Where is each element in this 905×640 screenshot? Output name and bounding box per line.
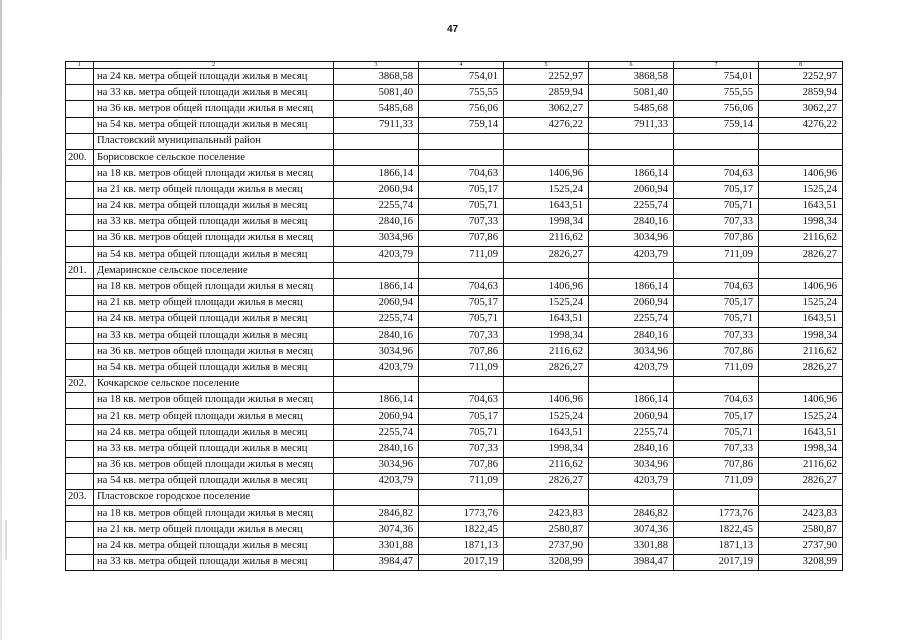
- value-cell: 705,71: [674, 425, 759, 441]
- value-cell: 1406,96: [504, 392, 589, 408]
- value-cell: 704,63: [674, 166, 759, 182]
- row-number: [66, 506, 94, 522]
- table-row: [66, 182, 843, 198]
- row-description: на 21 кв. метр общей площади жилья в месяц: [94, 182, 334, 198]
- row-description: на 24 кв. метра общей площади жилья в месяц: [94, 425, 334, 441]
- value-cell: 1406,96: [759, 392, 843, 408]
- value-cell: 1406,96: [504, 279, 589, 295]
- value-cell: 2255,74: [334, 311, 419, 327]
- value-cell: 1866,14: [334, 392, 419, 408]
- value-cell: 2252,97: [504, 69, 589, 85]
- row-number: [66, 214, 94, 230]
- row-number: [66, 425, 94, 441]
- value-cell: 2060,94: [334, 182, 419, 198]
- value-cell: 2060,94: [334, 408, 419, 424]
- value-cell: 1998,34: [504, 328, 589, 344]
- row-number: 200.: [66, 149, 94, 165]
- value-cell: 4276,22: [504, 117, 589, 133]
- value-cell: 1822,45: [674, 522, 759, 538]
- value-cell: 2060,94: [589, 408, 674, 424]
- value-cell: [674, 489, 759, 505]
- row-description: на 24 кв. метра общей площади жилья в месяц: [94, 538, 334, 554]
- value-cell: 755,55: [419, 85, 504, 101]
- value-cell: 1998,34: [759, 214, 843, 230]
- row-number: [66, 133, 94, 149]
- value-cell: 1643,51: [504, 198, 589, 214]
- value-cell: 2840,16: [334, 214, 419, 230]
- scan-edge: [0, 0, 2, 640]
- value-cell: 705,17: [674, 182, 759, 198]
- value-cell: 1822,45: [419, 522, 504, 538]
- row-number: [66, 360, 94, 376]
- row-number: [66, 198, 94, 214]
- table-row: [66, 101, 843, 117]
- column-number: 1: [66, 62, 94, 69]
- row-number: [66, 392, 94, 408]
- value-cell: 4276,22: [759, 117, 843, 133]
- value-cell: 707,86: [674, 230, 759, 246]
- value-cell: [589, 489, 674, 505]
- value-cell: 705,71: [674, 198, 759, 214]
- value-cell: 2255,74: [589, 311, 674, 327]
- value-cell: [504, 376, 589, 392]
- value-cell: 3034,96: [589, 230, 674, 246]
- value-cell: 2840,16: [589, 328, 674, 344]
- row-description: Демаринское сельское поселение: [94, 263, 334, 279]
- table-row: [66, 441, 843, 457]
- value-cell: 1406,96: [504, 166, 589, 182]
- table-row: [66, 214, 843, 230]
- value-cell: [419, 263, 504, 279]
- value-cell: [334, 376, 419, 392]
- value-cell: 5081,40: [589, 85, 674, 101]
- table-row: [66, 198, 843, 214]
- row-description: на 54 кв. метра общей площади жилья в месяц: [94, 247, 334, 263]
- value-cell: 2060,94: [589, 295, 674, 311]
- value-cell: 2580,87: [504, 522, 589, 538]
- value-cell: 705,71: [419, 425, 504, 441]
- value-cell: 711,09: [419, 360, 504, 376]
- value-cell: 2116,62: [504, 457, 589, 473]
- value-cell: 1406,96: [759, 166, 843, 182]
- value-cell: 2826,27: [759, 473, 843, 489]
- row-number: [66, 117, 94, 133]
- value-cell: [419, 489, 504, 505]
- value-cell: 1866,14: [589, 392, 674, 408]
- value-cell: 754,01: [419, 69, 504, 85]
- value-cell: 1406,96: [759, 279, 843, 295]
- column-number: 7: [674, 62, 759, 69]
- value-cell: 707,33: [674, 328, 759, 344]
- value-cell: 704,63: [419, 166, 504, 182]
- value-cell: 3074,36: [589, 522, 674, 538]
- value-cell: 2580,87: [759, 522, 843, 538]
- value-cell: 2252,97: [759, 69, 843, 85]
- value-cell: 705,17: [419, 408, 504, 424]
- table-row: [66, 166, 843, 182]
- value-cell: [589, 263, 674, 279]
- value-cell: 7911,33: [589, 117, 674, 133]
- row-description: Борисовское сельское поселение: [94, 149, 334, 165]
- value-cell: 707,33: [674, 214, 759, 230]
- row-description: на 36 кв. метров общей площади жилья в месяц: [94, 344, 334, 360]
- row-description: на 18 кв. метров общей площади жилья в месяц: [94, 279, 334, 295]
- row-number: [66, 538, 94, 554]
- row-number: [66, 279, 94, 295]
- value-cell: 707,86: [419, 230, 504, 246]
- value-cell: 759,14: [419, 117, 504, 133]
- value-cell: 705,17: [674, 408, 759, 424]
- value-cell: 711,09: [419, 247, 504, 263]
- value-cell: 2846,82: [334, 506, 419, 522]
- row-description: на 33 кв. метра общей площади жилья в месяц: [94, 441, 334, 457]
- row-description: на 33 кв. метра общей площади жилья в месяц: [94, 554, 334, 570]
- value-cell: 1525,24: [759, 295, 843, 311]
- value-cell: 3301,88: [334, 538, 419, 554]
- value-cell: 1643,51: [759, 425, 843, 441]
- value-cell: 1643,51: [759, 198, 843, 214]
- value-cell: 2060,94: [334, 295, 419, 311]
- value-cell: [504, 133, 589, 149]
- table-row: [66, 328, 843, 344]
- row-description: на 18 кв. метров общей площади жилья в месяц: [94, 506, 334, 522]
- row-number: [66, 457, 94, 473]
- value-cell: 2116,62: [759, 230, 843, 246]
- value-cell: 2826,27: [759, 360, 843, 376]
- scan-artifact: [5, 520, 7, 560]
- row-description: на 54 кв. метра общей площади жилья в месяц: [94, 360, 334, 376]
- value-cell: 1643,51: [759, 311, 843, 327]
- table-row: [66, 457, 843, 473]
- value-cell: 1871,13: [419, 538, 504, 554]
- value-cell: 3868,58: [334, 69, 419, 85]
- value-cell: 1998,34: [759, 328, 843, 344]
- table-row: [66, 554, 843, 570]
- table-row: [66, 522, 843, 538]
- column-number: 4: [419, 62, 504, 69]
- row-description: на 33 кв. метра общей площади жилья в месяц: [94, 328, 334, 344]
- value-cell: [334, 263, 419, 279]
- value-cell: 707,86: [674, 457, 759, 473]
- value-cell: 1866,14: [334, 279, 419, 295]
- value-cell: 2826,27: [504, 360, 589, 376]
- row-description: на 24 кв. метра общей площади жилья в месяц: [94, 311, 334, 327]
- value-cell: [419, 133, 504, 149]
- value-cell: [674, 133, 759, 149]
- value-cell: 756,06: [674, 101, 759, 117]
- value-cell: 1773,76: [419, 506, 504, 522]
- value-cell: 2017,19: [419, 554, 504, 570]
- value-cell: 3034,96: [334, 457, 419, 473]
- table-row: [66, 360, 843, 376]
- value-cell: 3034,96: [334, 344, 419, 360]
- row-description: на 21 кв. метр общей площади жилья в месяц: [94, 522, 334, 538]
- value-cell: 705,71: [419, 311, 504, 327]
- value-cell: 704,63: [674, 392, 759, 408]
- row-number: [66, 554, 94, 570]
- value-cell: [504, 489, 589, 505]
- value-cell: [504, 149, 589, 165]
- value-cell: 707,33: [674, 441, 759, 457]
- column-number: 5: [504, 62, 589, 69]
- value-cell: 705,71: [419, 198, 504, 214]
- row-number: [66, 344, 94, 360]
- value-cell: 705,17: [674, 295, 759, 311]
- value-cell: 2116,62: [504, 344, 589, 360]
- value-cell: [674, 263, 759, 279]
- value-cell: 705,17: [419, 295, 504, 311]
- value-cell: [759, 489, 843, 505]
- value-cell: [759, 133, 843, 149]
- value-cell: 2737,90: [504, 538, 589, 554]
- value-cell: 1643,51: [504, 425, 589, 441]
- value-cell: 705,17: [419, 182, 504, 198]
- value-cell: 1866,14: [589, 279, 674, 295]
- table-row: [66, 117, 843, 133]
- value-cell: 2840,16: [334, 328, 419, 344]
- value-cell: [589, 133, 674, 149]
- value-cell: 2840,16: [589, 214, 674, 230]
- column-number: 8: [759, 62, 843, 69]
- section-row: [66, 149, 843, 165]
- row-number: [66, 408, 94, 424]
- value-cell: 1998,34: [759, 441, 843, 457]
- row-number: [66, 311, 94, 327]
- value-cell: 707,86: [419, 344, 504, 360]
- row-description: Пластовский муниципальный район: [94, 133, 334, 149]
- column-number-row: [66, 62, 843, 69]
- value-cell: [419, 149, 504, 165]
- row-number: [66, 295, 94, 311]
- section-row: [66, 133, 843, 149]
- table-row: [66, 295, 843, 311]
- row-description: на 33 кв. метра общей площади жилья в месяц: [94, 85, 334, 101]
- value-cell: 707,33: [419, 328, 504, 344]
- section-row: [66, 489, 843, 505]
- value-cell: 3868,58: [589, 69, 674, 85]
- value-cell: 705,71: [674, 311, 759, 327]
- value-cell: 3208,99: [504, 554, 589, 570]
- value-cell: 1773,76: [674, 506, 759, 522]
- table-row: [66, 279, 843, 295]
- column-number: 2: [94, 62, 334, 69]
- row-number: [66, 473, 94, 489]
- value-cell: [759, 376, 843, 392]
- value-cell: [759, 149, 843, 165]
- table-row: [66, 538, 843, 554]
- value-cell: 754,01: [674, 69, 759, 85]
- value-cell: 711,09: [674, 360, 759, 376]
- value-cell: 4203,79: [589, 473, 674, 489]
- row-description: Кочкарское сельское поселение: [94, 376, 334, 392]
- row-number: [66, 182, 94, 198]
- value-cell: 1998,34: [504, 214, 589, 230]
- row-description: на 24 кв. метра общей площади жилья в месяц: [94, 198, 334, 214]
- value-cell: 2116,62: [504, 230, 589, 246]
- value-cell: 704,63: [419, 392, 504, 408]
- value-cell: [589, 149, 674, 165]
- value-cell: 2255,74: [334, 425, 419, 441]
- table-row: [66, 473, 843, 489]
- section-row: [66, 376, 843, 392]
- value-cell: 3062,27: [504, 101, 589, 117]
- value-cell: 2255,74: [589, 198, 674, 214]
- value-cell: 707,86: [674, 344, 759, 360]
- value-cell: 2737,90: [759, 538, 843, 554]
- value-cell: 2859,94: [759, 85, 843, 101]
- row-description: на 24 кв. метра общей площади жилья в месяц: [94, 69, 334, 85]
- value-cell: 4203,79: [589, 360, 674, 376]
- value-cell: 2255,74: [589, 425, 674, 441]
- value-cell: 2840,16: [589, 441, 674, 457]
- value-cell: 3208,99: [759, 554, 843, 570]
- row-number: [66, 328, 94, 344]
- table-row: [66, 344, 843, 360]
- value-cell: [674, 149, 759, 165]
- table-row: [66, 69, 843, 85]
- value-cell: 5485,68: [334, 101, 419, 117]
- value-cell: 2255,74: [334, 198, 419, 214]
- value-cell: 3074,36: [334, 522, 419, 538]
- value-cell: 1525,24: [504, 295, 589, 311]
- table-row: [66, 425, 843, 441]
- value-cell: 2423,83: [504, 506, 589, 522]
- value-cell: [334, 489, 419, 505]
- row-number: [66, 69, 94, 85]
- value-cell: 2846,82: [589, 506, 674, 522]
- value-cell: 2116,62: [759, 457, 843, 473]
- value-cell: 2859,94: [504, 85, 589, 101]
- table-row: [66, 247, 843, 263]
- value-cell: 1643,51: [504, 311, 589, 327]
- table-row: [66, 230, 843, 246]
- row-number: 203.: [66, 489, 94, 505]
- value-cell: 1525,24: [759, 182, 843, 198]
- row-description: на 36 кв. метров общей площади жилья в месяц: [94, 457, 334, 473]
- column-number: 6: [589, 62, 674, 69]
- value-cell: 1525,24: [504, 182, 589, 198]
- value-cell: [334, 133, 419, 149]
- value-cell: 4203,79: [334, 473, 419, 489]
- value-cell: 2423,83: [759, 506, 843, 522]
- table-body: [66, 62, 843, 571]
- value-cell: 3034,96: [334, 230, 419, 246]
- value-cell: 5485,68: [589, 101, 674, 117]
- value-cell: 2017,19: [674, 554, 759, 570]
- value-cell: 1525,24: [504, 408, 589, 424]
- value-cell: 756,06: [419, 101, 504, 117]
- value-cell: 2826,27: [504, 247, 589, 263]
- row-description: на 21 кв. метр общей площади жилья в месяц: [94, 295, 334, 311]
- value-cell: 711,09: [674, 473, 759, 489]
- value-cell: 2840,16: [334, 441, 419, 457]
- row-description: на 36 кв. метров общей площади жилья в месяц: [94, 101, 334, 117]
- row-description: на 54 кв. метра общей площади жилья в месяц: [94, 473, 334, 489]
- row-description: на 36 кв. метров общей площади жилья в месяц: [94, 230, 334, 246]
- row-number: [66, 247, 94, 263]
- value-cell: [674, 376, 759, 392]
- value-cell: 5081,40: [334, 85, 419, 101]
- value-cell: 3301,88: [589, 538, 674, 554]
- table-row: [66, 85, 843, 101]
- row-number: [66, 522, 94, 538]
- table-row: [66, 392, 843, 408]
- row-number: [66, 85, 94, 101]
- row-number: [66, 101, 94, 117]
- row-number: 201.: [66, 263, 94, 279]
- value-cell: 3062,27: [759, 101, 843, 117]
- table-row: [66, 311, 843, 327]
- value-cell: [504, 263, 589, 279]
- row-description: на 18 кв. метров общей площади жилья в месяц: [94, 392, 334, 408]
- value-cell: 1871,13: [674, 538, 759, 554]
- value-cell: 759,14: [674, 117, 759, 133]
- row-number: [66, 230, 94, 246]
- value-cell: 2826,27: [759, 247, 843, 263]
- value-cell: 4203,79: [334, 247, 419, 263]
- value-cell: 2826,27: [504, 473, 589, 489]
- table-row: [66, 408, 843, 424]
- value-cell: 4203,79: [589, 247, 674, 263]
- row-description: на 33 кв. метра общей площади жилья в месяц: [94, 214, 334, 230]
- value-cell: 704,63: [674, 279, 759, 295]
- value-cell: 2060,94: [589, 182, 674, 198]
- value-cell: 2116,62: [759, 344, 843, 360]
- value-cell: [759, 263, 843, 279]
- value-cell: 3034,96: [589, 457, 674, 473]
- row-description: на 18 кв. метров общей площади жилья в месяц: [94, 166, 334, 182]
- table-row: [66, 506, 843, 522]
- value-cell: 711,09: [419, 473, 504, 489]
- value-cell: 707,33: [419, 441, 504, 457]
- column-number: 3: [334, 62, 419, 69]
- value-cell: 3984,47: [334, 554, 419, 570]
- value-cell: 1866,14: [334, 166, 419, 182]
- section-row: [66, 263, 843, 279]
- row-description: на 21 кв. метр общей площади жилья в месяц: [94, 408, 334, 424]
- value-cell: 707,86: [419, 457, 504, 473]
- page-number: 47: [446, 24, 459, 35]
- value-cell: 711,09: [674, 247, 759, 263]
- value-cell: 1998,34: [504, 441, 589, 457]
- row-number: [66, 166, 94, 182]
- value-cell: 7911,33: [334, 117, 419, 133]
- value-cell: 1866,14: [589, 166, 674, 182]
- value-cell: [419, 376, 504, 392]
- value-cell: [589, 376, 674, 392]
- value-cell: 3034,96: [589, 344, 674, 360]
- value-cell: 4203,79: [334, 360, 419, 376]
- row-description: Пластовское городское поселение: [94, 489, 334, 505]
- tariff-table: [65, 61, 843, 571]
- value-cell: 704,63: [419, 279, 504, 295]
- value-cell: 707,33: [419, 214, 504, 230]
- row-number: 202.: [66, 376, 94, 392]
- value-cell: 755,55: [674, 85, 759, 101]
- row-number: [66, 441, 94, 457]
- value-cell: 1525,24: [759, 408, 843, 424]
- value-cell: 3984,47: [589, 554, 674, 570]
- row-description: на 54 кв. метра общей площади жилья в месяц: [94, 117, 334, 133]
- value-cell: [334, 149, 419, 165]
